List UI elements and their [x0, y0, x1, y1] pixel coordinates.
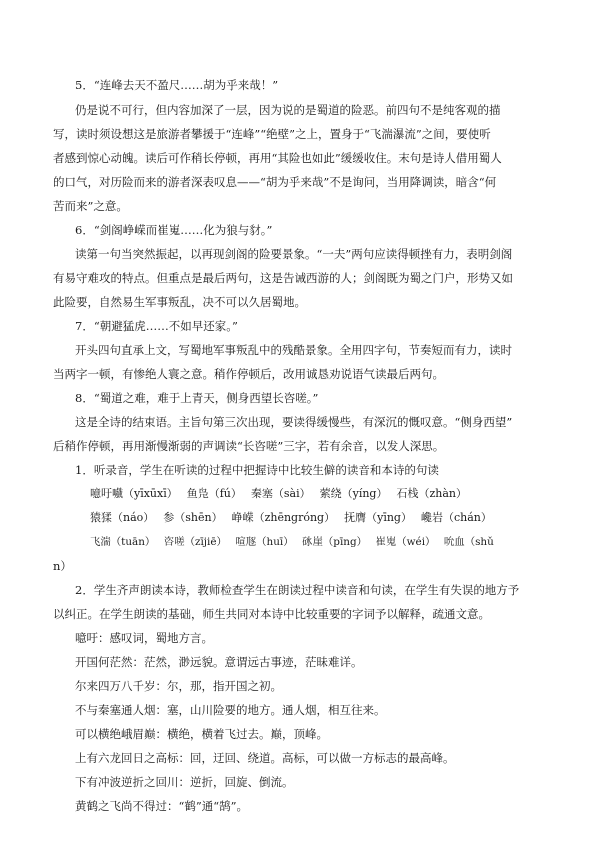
paragraph-line: 有易守难攻的特点。但重点是最后两句，这是告诫西游的人；剑阁既为蜀之门户，形势又如 [53, 271, 513, 285]
gloss-item: 不与秦塞通人烟：塞，山川险要的地方。通人烟，相互往来。 [75, 703, 386, 717]
section-heading-5: 5．“连峰去天不盈尺……胡为乎来哉！” [75, 78, 279, 92]
paragraph-line: 以纠正。在学生朗读的基础，师生共同对本诗中比较重要的字词予以解释，疏通文意。 [53, 607, 490, 621]
paragraph-line: 开头四句直承上文，写蜀地军事叛乱中的残酷景象。全用四字句，节奏短而有力，读时 [75, 343, 512, 357]
paragraph-line: 后稍作停顿，再用渐慢渐弱的声调读“长咨嗟”三字，若有余音，以发人深思。 [53, 439, 445, 453]
paragraph-line: 此险要，自然易生军事叛乱，决不可以久居蜀地。 [53, 295, 306, 309]
gloss-item: 开国何茫然：茫然，渺远貌。意谓远古事迹，茫昧难详。 [75, 655, 363, 669]
paragraph-line: 读第一句当突然振起，以再现剑阁的险要景象。“一夫”两句应读得顿挫有力，表明剑阁 [75, 247, 513, 261]
section-heading-7: 7．“朝避猛虎……不如早还家。” [75, 319, 238, 333]
section-heading-8: 8．“蜀道之难，难于上青天，侧身西望长咨嗟。” [75, 391, 319, 405]
gloss-item: 上有六龙回日之高标：回，迂回、绕道。高标，可以做一方标志的最高峰。 [75, 751, 455, 765]
paragraph-line: 苦而来”之意。 [53, 199, 128, 213]
activity-heading-1: 1．听录音，学生在听读的过程中把握诗中比较生僻的读音和本诗的句读 [75, 463, 439, 477]
gloss-item: 黄鹤之飞尚不得过：“鹤”通“鹄”。 [75, 799, 249, 813]
paragraph-line: 这是全诗的结束语。主旨句第三次出现，要读得缓慢些，有深沉的慨叹意。“侧身西望” [75, 415, 513, 429]
pronunciation-line-wrap: n） [53, 559, 72, 573]
section-heading-6: 6．“剑阁峥嵘而崔嵬……化为狼与豺。” [75, 223, 273, 237]
pronunciation-line: 猿猱（náo） 参（shēn） 峥嵘（zhēngróng） 抚膺（yīng） 巉岩（chán） [90, 511, 492, 524]
paragraph-line: 者感到惊心动魄。读后可作稍长停顿，再用“其险也如此”缓缓收住。末句是诗人借用蜀人 [53, 151, 502, 165]
gloss-item: 尔来四万八千岁：尔，那，指开国之初。 [75, 679, 282, 693]
pronunciation-line: 噫吁嚱（yīxūxī） 鱼凫（fú） 秦塞（sài） 萦绕（yíng） 石栈（zhàn） [90, 487, 467, 500]
gloss-item: 下有冲波逆折之回川：逆折，回旋、倒流。 [75, 775, 294, 789]
gloss-item: 可以横绝峨眉巅：横绝，横着飞过去。巅，顶峰。 [75, 727, 328, 741]
gloss-item: 噫吁：感叹词，蜀地方言。 [75, 631, 213, 645]
paragraph-line: 当两字一顿，有惨绝人寰之意。稍作停顿后，改用诚恳劝说语气读最后两句。 [53, 367, 444, 381]
paragraph-line: 的口气，对历险而来的游者深表叹息——“胡为乎来哉”不是询问，当用降调读，暗含“何 [53, 175, 497, 189]
paragraph-line: 仍是说不可行，但内容加深了一层，因为说的是蜀道的险恶。前四句不是纯客观的描 [75, 103, 501, 117]
paragraph-line: 写，读时须设想这是旅游者攀援于“连峰”“绝壁”之上，置身于“飞湍瀑流”之间，要使听 [53, 127, 491, 141]
pronunciation-line: 飞湍（tuān） 咨嗟（zījiē） 喧豗（huī） 砯崖（pīng） 崔嵬（wéi） 吮血（shǔ [90, 536, 494, 548]
activity-heading-2: 2．学生齐声朗读本诗，教师检查学生在朗读过程中读音和句读，在学生有失误的地方予 [75, 583, 520, 597]
